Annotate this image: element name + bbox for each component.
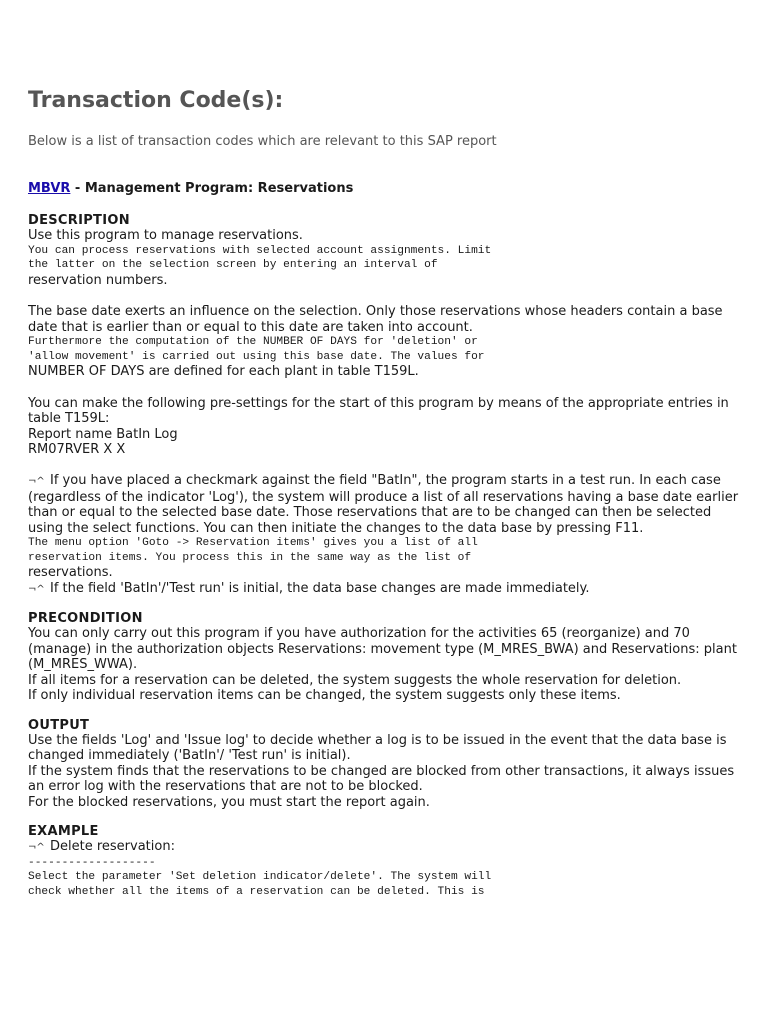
- bullet-text: If you have placed a checkmark against the field "BatIn", the program starts in a test run. In each case (regardless of the indicator 'Log'), the system will produce a list of all reservations having a base date earlier than or equal to the selected base date. Those reservations that are to be changed can then be selected using the select functions. You can then initiate the changes to the data base by pressing F11.: [28, 473, 739, 536]
- bullet-mark-icon: ¬^: [28, 842, 45, 854]
- page-title: Transaction Code(s):: [28, 88, 284, 113]
- example-mono-text: ------------------- Select the parameter 'Set deletion indicator/delete'. The system will check whether all the items of a reservation can be deleted. This is: [28, 856, 492, 898]
- description-text: reservation numbers.: [28, 273, 168, 288]
- tcode-link[interactable]: MBVR: [28, 181, 71, 196]
- transaction-code-entry: [28, 181, 353, 196]
- description-text: The base date exerts an influence on the selection. Only those reservations whose headers contain a base date that is earlier than or equal to this date are taken into account.: [28, 304, 723, 335]
- description-mono-text: Furthermore the computation of the NUMBER OF DAYS for 'deletion' or 'allow movement' is carried out using this base date. The values for: [28, 336, 485, 363]
- example-heading: EXAMPLE: [28, 823, 99, 839]
- output-text: For the blocked reservations, you must start the report again.: [28, 794, 430, 810]
- description-mono-text: The menu option 'Goto -> Reservation items' gives you a list of all reservation items. You process this in the same way as the list of: [28, 537, 478, 564]
- bullet-item: [28, 581, 740, 597]
- description-text: Use this program to manage reservations.: [28, 228, 303, 244]
- bullet-text: Delete reservation:: [50, 839, 175, 855]
- description-text: NUMBER OF DAYS are defined for each plant in table T159L.: [28, 364, 419, 380]
- description-text: Report name BatIn Log: [28, 426, 178, 442]
- description-text: RM07RVER X X: [28, 442, 126, 458]
- bullet-mark-icon: ¬^: [28, 583, 45, 595]
- precondition-text: If only individual reservation items can be changed, the system suggests only these items.: [28, 688, 621, 704]
- bullet-text: If the field 'BatIn'/'Test run' is initial, the data base changes are made immediately.: [50, 580, 590, 596]
- description-heading: DESCRIPTION: [28, 213, 130, 228]
- description-mono-text: You can process reservations with selected account assignments. Limit the latter on the selection screen by entering an interval of: [28, 244, 492, 272]
- output-heading: OUTPUT: [28, 717, 90, 733]
- bullet-mark-icon: ¬^: [28, 476, 45, 488]
- bullet-item: [28, 839, 740, 855]
- bullet-item: [28, 473, 740, 536]
- description-text: You can make the following pre-settings for the start of this program by means of the appropriate entries in table T159L:: [28, 395, 729, 427]
- output-text: Use the fields 'Log' and 'Issue log' to decide whether a log is to be issued in the event that the data base is changed immediately ('BatIn'/ 'Test run' is initial).: [28, 732, 727, 764]
- tcode-description: - Management Program: Reservations: [70, 181, 354, 196]
- precondition-heading: PRECONDITION: [28, 611, 143, 627]
- precondition-text: You can only carry out this program if you have authorization for the activities 65 (reorganize) and 70 (manage) in the authorization objects Reservations: movement type (M_MRES_BWA) and Reservations: plant (M_MRES_WWA).: [28, 626, 737, 673]
- output-text: If the system finds that the reservations to be changed are blocked from other transactions, it always issues an error log with the reservations that are not to be blocked.: [28, 763, 735, 795]
- description-text: reservations.: [28, 565, 113, 581]
- intro-text: Below is a list of transaction codes which are relevant to this SAP report: [28, 134, 497, 149]
- report-body: [28, 213, 740, 900]
- precondition-text: If all items for a reservation can be deleted, the system suggests the whole reservation for deletion.: [28, 672, 682, 688]
